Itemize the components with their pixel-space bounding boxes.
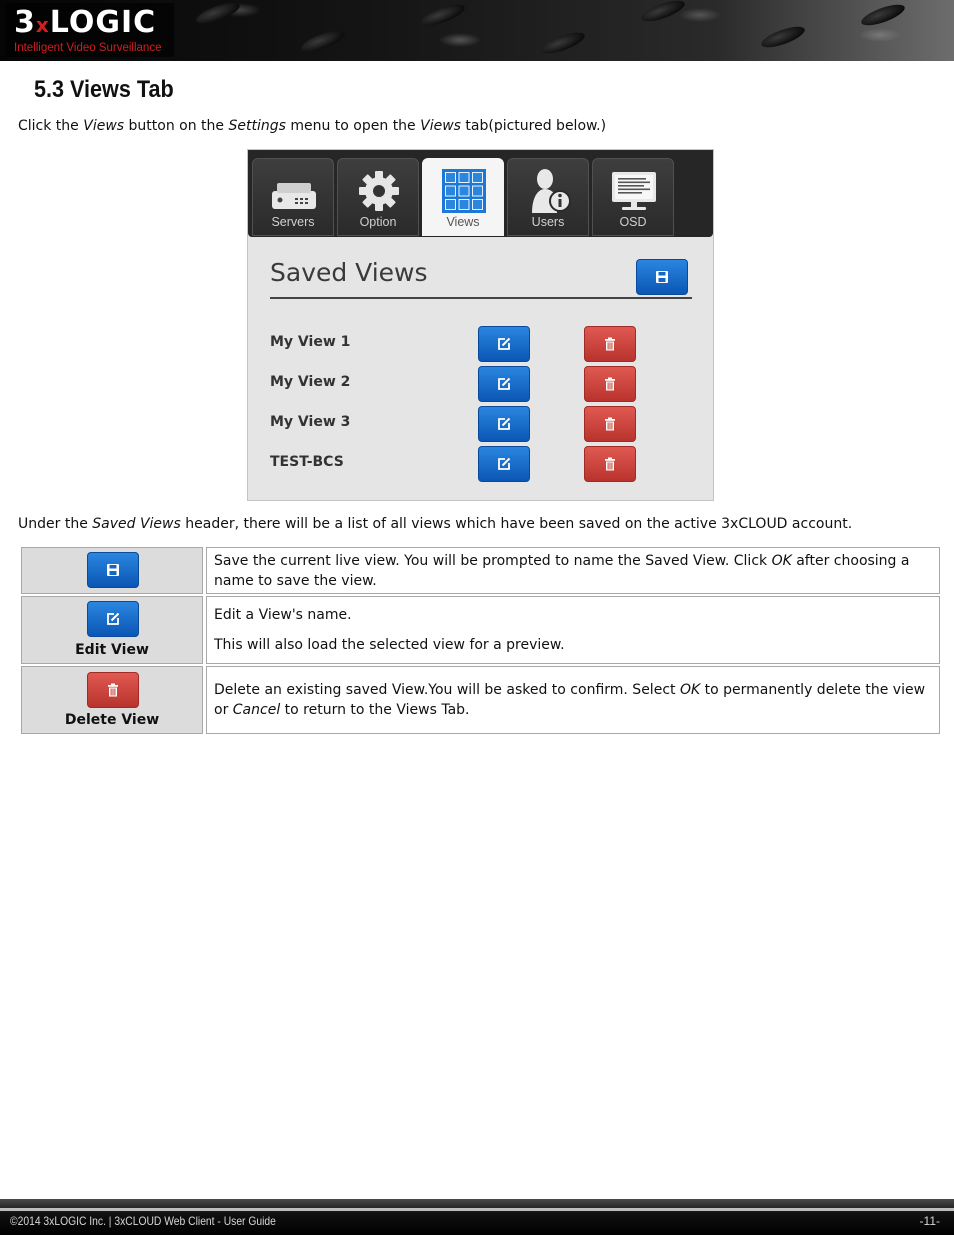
tab-label: Servers bbox=[271, 215, 315, 229]
logo-tagline: Intelligent Video Surveillance bbox=[14, 42, 162, 54]
views-tab-screenshot bbox=[247, 149, 714, 501]
tab-label: Option bbox=[359, 215, 397, 229]
footer-copyright: ©2014 3xLOGIC Inc. | 3xCLOUD Web Client - User Guide bbox=[10, 1214, 276, 1228]
tab-label: Users bbox=[531, 215, 565, 229]
edit-view-button[interactable] bbox=[478, 406, 530, 442]
saved-views-paragraph: Under the Saved Views header, there will be a list of all views which have been saved on the active 3xCLOUD account. bbox=[18, 516, 853, 532]
edit-icon bbox=[105, 611, 121, 627]
table-description-cell: Edit a View's name. This will also load the selected view for a preview. bbox=[206, 596, 940, 664]
save-view-button[interactable] bbox=[636, 259, 688, 295]
edit-view-button bbox=[87, 601, 139, 637]
tab-option[interactable] bbox=[337, 158, 419, 236]
table-row bbox=[21, 596, 940, 664]
saved-views-divider bbox=[270, 297, 692, 299]
table-icon-cell bbox=[21, 547, 203, 594]
view-name: TEST-BCS bbox=[270, 454, 344, 470]
table-description-cell: Save the current live view. You will be prompted to name the Saved View. Click OK after choosing a name to save the view. bbox=[206, 547, 940, 594]
view-name: My View 2 bbox=[270, 374, 351, 390]
save-icon bbox=[105, 562, 121, 578]
page-footer bbox=[0, 1199, 954, 1235]
edit-icon bbox=[496, 456, 512, 472]
delete-view-label: Delete View bbox=[64, 712, 160, 728]
tab-servers[interactable] bbox=[252, 158, 334, 236]
intro-paragraph: Click the Views button on the Settings menu to open the Views tab(pictured below.) bbox=[18, 118, 607, 134]
monitor-icon bbox=[609, 169, 659, 213]
delete-view-button[interactable] bbox=[584, 446, 636, 482]
trash-icon bbox=[602, 336, 618, 352]
table-row bbox=[21, 666, 940, 734]
view-name: My View 1 bbox=[270, 334, 351, 350]
view-name: My View 3 bbox=[270, 414, 351, 430]
edit-icon bbox=[496, 416, 512, 432]
tab-views[interactable] bbox=[422, 158, 504, 236]
user-info-icon bbox=[524, 169, 574, 213]
trash-icon bbox=[105, 682, 121, 698]
footer-divider bbox=[0, 1208, 954, 1211]
tab-users[interactable] bbox=[507, 158, 589, 236]
edit-view-button[interactable] bbox=[478, 446, 530, 482]
table-row bbox=[21, 547, 940, 594]
company-logo: 3xLOGIC Intelligent Video Surveillance bbox=[6, 3, 174, 57]
tab-label: Views bbox=[446, 215, 480, 229]
table-description-cell: Delete an existing saved View.You will be asked to confirm. Select OK to permanently delete the view or Cancel to return to the Views Tab. bbox=[206, 666, 940, 734]
tab-label: OSD bbox=[619, 215, 647, 229]
server-icon bbox=[269, 169, 319, 213]
gear-icon bbox=[354, 169, 404, 213]
delete-view-button bbox=[87, 672, 139, 708]
tab-osd[interactable] bbox=[592, 158, 674, 236]
delete-view-button[interactable] bbox=[584, 406, 636, 442]
save-view-button bbox=[87, 552, 139, 588]
settings-tab-bar bbox=[248, 150, 713, 237]
delete-view-button[interactable] bbox=[584, 326, 636, 362]
header-banner bbox=[0, 0, 954, 61]
trash-icon bbox=[602, 416, 618, 432]
edit-view-button[interactable] bbox=[478, 326, 530, 362]
section-title: 5.3 Views Tab bbox=[34, 76, 174, 103]
save-icon bbox=[654, 269, 670, 285]
trash-icon bbox=[602, 456, 618, 472]
edit-view-label: Edit View bbox=[75, 642, 149, 658]
saved-views-title: Saved Views bbox=[270, 258, 428, 287]
table-icon-cell bbox=[21, 596, 203, 664]
grid-icon bbox=[439, 169, 489, 213]
edit-icon bbox=[496, 336, 512, 352]
edit-view-button[interactable] bbox=[478, 366, 530, 402]
delete-view-button[interactable] bbox=[584, 366, 636, 402]
edit-icon bbox=[496, 376, 512, 392]
trash-icon bbox=[602, 376, 618, 392]
page-number: -11- bbox=[919, 1214, 940, 1228]
table-icon-cell bbox=[21, 666, 203, 734]
